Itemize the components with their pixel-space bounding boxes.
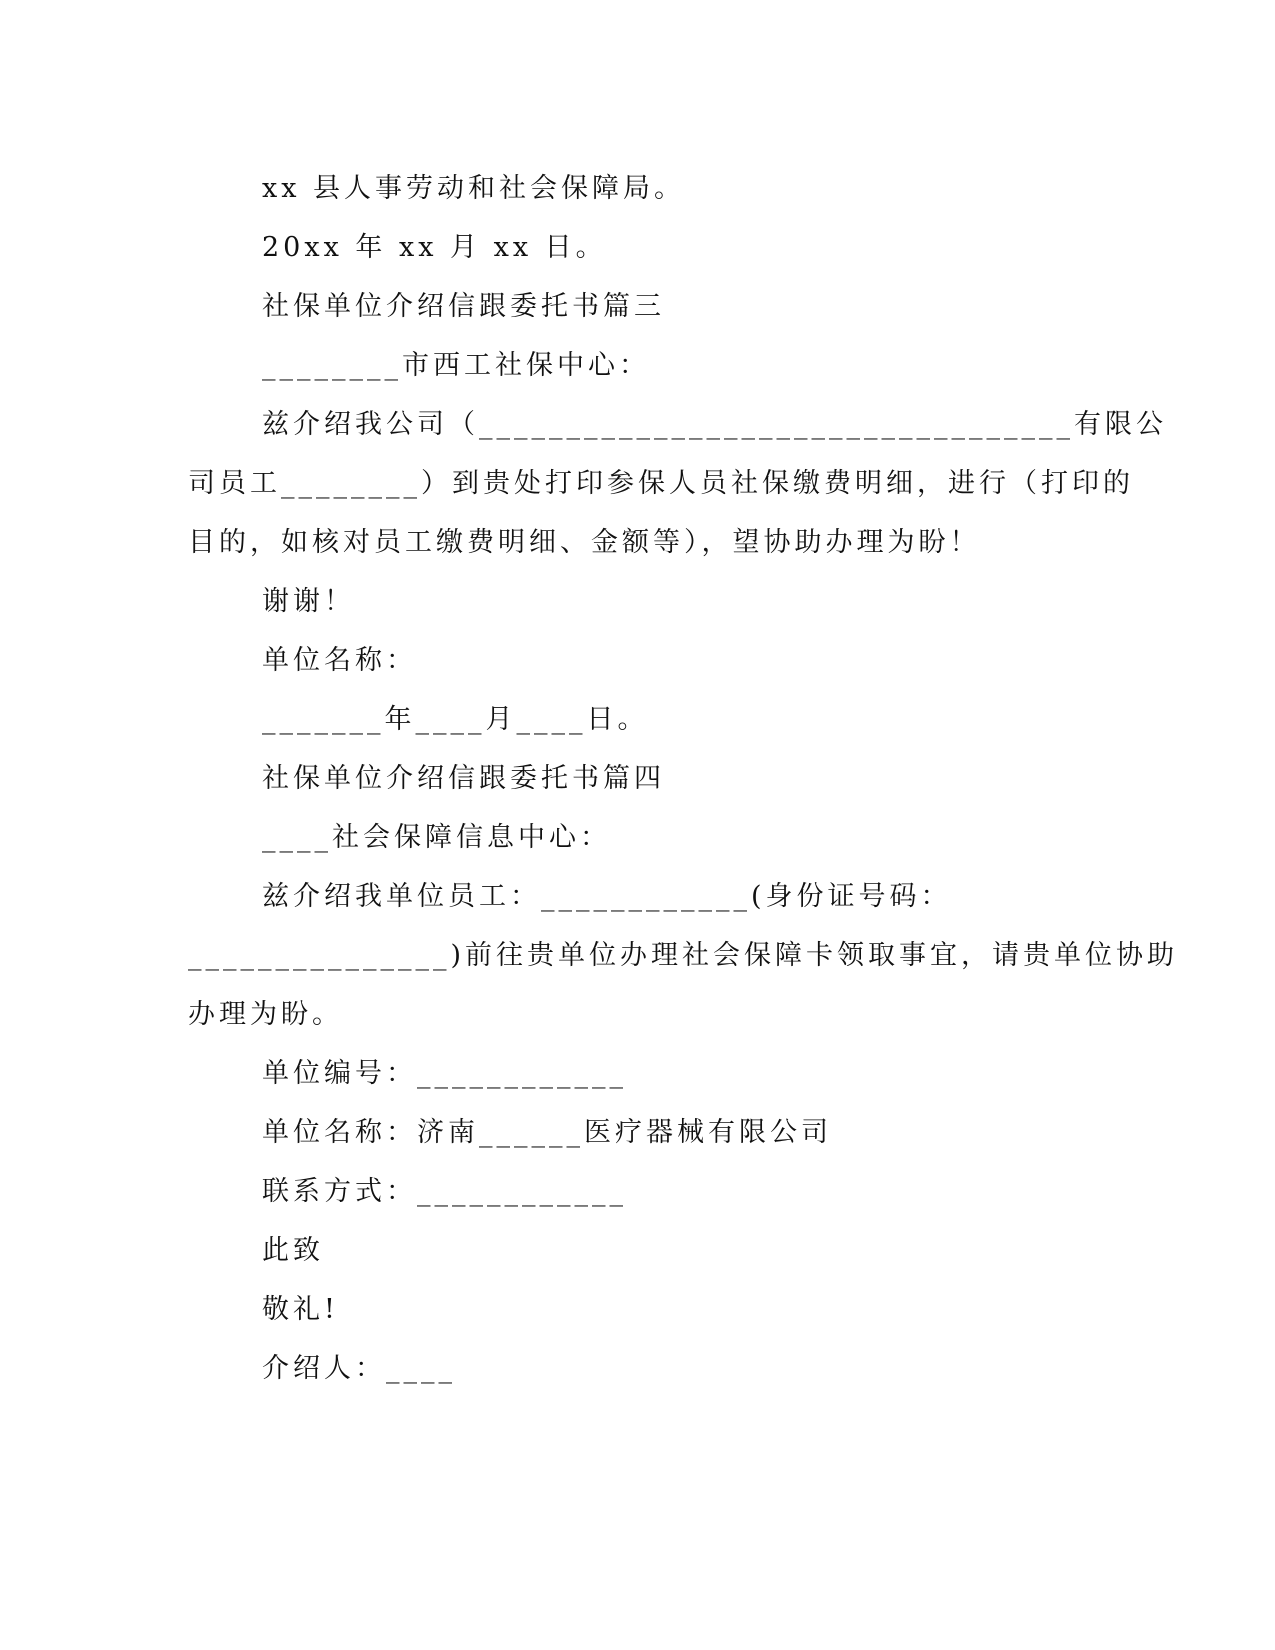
regards-line: 敬礼! — [262, 1294, 339, 1325]
body-paragraph-line: 兹介绍我单位员工：____________(身份证号码： — [262, 881, 952, 912]
body-paragraph-line: _______________)前往贵单位办理社会保障卡领取事宜，请贵单位协助 — [188, 940, 1179, 971]
introducer-line: 介绍人：____ — [262, 1353, 456, 1384]
body-paragraph-line: 司员工________）到贵处打印参保人员社保缴费明细，进行（打印的 — [188, 468, 1134, 499]
contact-line: 联系方式：____________ — [262, 1176, 627, 1207]
date-line: 20xx 年 xx 月 xx 日。 — [262, 232, 607, 263]
body-paragraph-line: 目的，如核对员工缴费明细、金额等），望协助办理为盼！ — [188, 527, 981, 558]
unit-name-line: 单位名称： — [262, 645, 417, 676]
date-blank-line: _______年____月____日。 — [262, 704, 649, 735]
body-paragraph-line: 兹介绍我公司（__________________________________有限公 — [262, 409, 1167, 440]
thanks-line: 谢谢！ — [262, 586, 355, 617]
body-paragraph-line: 办理为盼。 — [188, 999, 343, 1030]
unit-name-line: 单位名称：济南______医疗器械有限公司 — [262, 1117, 832, 1148]
salutation-line: ____社会保障信息中心： — [262, 822, 611, 853]
unit-number-line: 单位编号：____________ — [262, 1058, 627, 1089]
recipient-bureau: xx 县人事劳动和社会保障局。 — [262, 173, 686, 204]
section-heading-three: 社保单位介绍信跟委托书篇三 — [262, 291, 665, 322]
closing-line: 此致 — [262, 1235, 324, 1266]
salutation-line: ________市西工社保中心： — [262, 350, 650, 381]
section-heading-four: 社保单位介绍信跟委托书篇四 — [262, 763, 665, 794]
